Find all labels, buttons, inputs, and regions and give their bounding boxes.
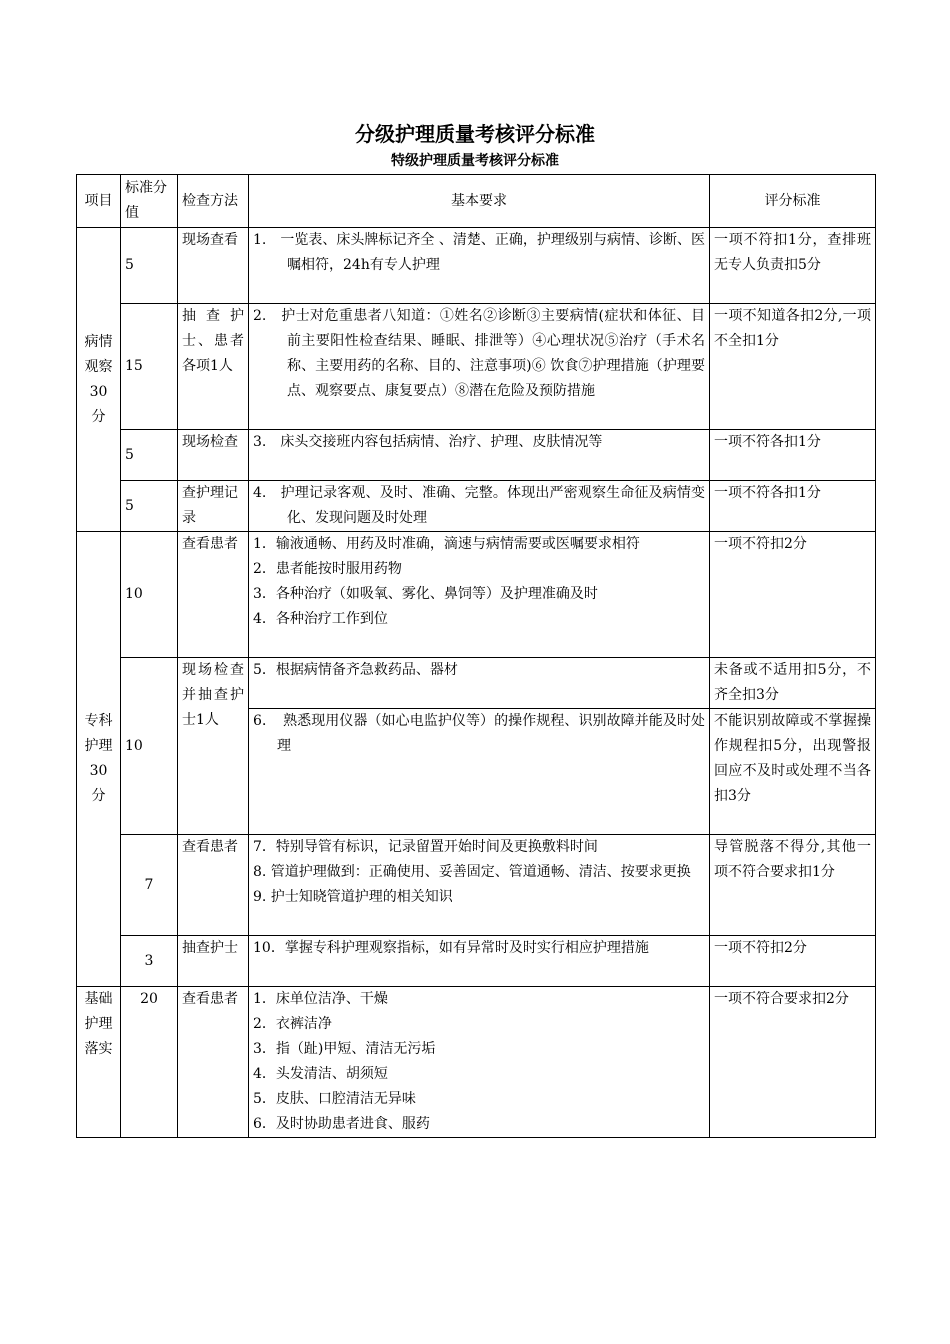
- requirement-item: 1．输液通畅、用药及时准确，滴速与病情需要或医嘱要求相符: [253, 536, 640, 552]
- table-row: [77, 481, 876, 532]
- requirement-item: 5．皮肤、口腔清洁无异味: [253, 1091, 416, 1107]
- row-criteria: 导管脱落不得分,其他一项不符合要求扣1分: [710, 835, 876, 936]
- row-score: 7: [121, 835, 178, 936]
- row-score: 5: [121, 430, 178, 481]
- row-criteria: 一项不符各扣1分: [710, 430, 876, 481]
- row-score: 5: [121, 228, 178, 304]
- requirement-item: 4. 护理记录客观、及时、准确、完整。体现出严密观察生命征及病情变化、发现问题及时处理: [253, 485, 705, 526]
- requirement-item: 6． 熟悉现用仪器（如心电监护仪等）的操作规程、识别故障并能及时处理: [253, 713, 705, 754]
- row-method: 查护理记录: [178, 481, 249, 532]
- row-score: 10: [121, 532, 178, 658]
- section-label: 专科护理30分: [77, 532, 121, 987]
- table-row: [77, 430, 876, 481]
- row-method: 现场查看: [178, 228, 249, 304]
- requirement-item: 2. 护士对危重患者八知道：①姓名②诊断③主要病情(症状和体征、目前主要阳性检查结果、睡眠、排泄等）④心理状况⑤治疗（手术名称、主要用药的名称、目的、注意事项)⑥ 饮食⑦护理措施（护理要点、观察要点、康复要点）⑧潜在危险及预防措施: [253, 308, 705, 399]
- row-criteria: 一项不符扣2分: [710, 936, 876, 987]
- row-requirements: [249, 936, 710, 987]
- requirement-item: 2．患者能按时服用药物: [253, 561, 402, 577]
- row-criteria: 一项不知道各扣2分,一项不全扣1分: [710, 304, 876, 430]
- row-method: 抽查护士、患者各项1人: [178, 304, 249, 430]
- table-row: [77, 532, 876, 658]
- table-row: [77, 936, 876, 987]
- requirement-item: 3．各种治疗（如吸氧、雾化、鼻饲等）及护理准确及时: [253, 586, 598, 602]
- row-requirements: [249, 430, 710, 481]
- row-requirements: [249, 228, 710, 304]
- document-subtitle: 特级护理质量考核评分标准: [391, 153, 559, 169]
- requirement-item: 1．床单位洁净、干燥: [253, 991, 388, 1007]
- requirement-item: 4．各种治疗工作到位: [253, 611, 388, 627]
- row-score: 3: [121, 936, 178, 987]
- requirement-item: 3．指（趾)甲短、清洁无污垢: [253, 1041, 436, 1057]
- table-row: [77, 228, 876, 304]
- requirement-item: 8. 管道护理做到：正确使用、妥善固定、管道通畅、清洁、按要求更换: [253, 864, 691, 880]
- row-score: 15: [121, 304, 178, 430]
- row-score: 5: [121, 481, 178, 532]
- row-requirements: [249, 304, 710, 430]
- row-method: 查看患者: [178, 987, 249, 1138]
- row-requirements: [249, 709, 710, 835]
- header-score: 标准分值: [121, 175, 178, 228]
- row-method: 查看患者: [178, 835, 249, 936]
- row-method: 现场检查: [178, 430, 249, 481]
- row-method: 抽查护士: [178, 936, 249, 987]
- header-item: 项目: [77, 175, 121, 228]
- table-row: [77, 987, 876, 1138]
- header-requirements: 基本要求: [249, 175, 710, 228]
- requirement-item: 6．及时协助患者进食、服药: [253, 1116, 430, 1132]
- row-method: 查看患者: [178, 532, 249, 658]
- requirement-item: 9. 护士知晓管道护理的相关知识: [253, 889, 453, 905]
- requirement-item: 10．掌握专科护理观察指标，如有异常时及时实行相应护理措施: [253, 940, 649, 956]
- scoring-table: [76, 174, 876, 1138]
- table-row: [77, 304, 876, 430]
- requirement-item: 1. 一览表、床头牌标记齐全 、清楚、正确，护理级别与病情、诊断、医嘱相符，24h有专人护理: [253, 232, 705, 273]
- section-label: 病情观察30分: [77, 228, 121, 532]
- document-title: 分级护理质量考核评分标准: [355, 122, 595, 146]
- row-criteria: 不能识别故障或不掌握操作规程扣5分，出现警报回应不及时或处理不当各扣3分: [710, 709, 876, 835]
- row-score: 20: [121, 987, 178, 1138]
- row-requirements: [249, 532, 710, 658]
- row-requirements: [249, 835, 710, 936]
- row-score: 10: [121, 658, 178, 835]
- header-criteria: 评分标准: [710, 175, 876, 228]
- row-criteria: 一项不符扣2分: [710, 532, 876, 658]
- row-requirements: [249, 481, 710, 532]
- requirement-item: 5．根据病情备齐急救药品、器材: [253, 662, 458, 678]
- requirement-item: 3. 床头交接班内容包括病情、治疗、护理、皮肤情况等: [253, 434, 603, 450]
- row-requirements: [249, 987, 710, 1138]
- header-method: 检查方法: [178, 175, 249, 228]
- row-criteria: 一项不符扣1分，查排班无专人负责扣5分: [710, 228, 876, 304]
- table-row: [77, 835, 876, 936]
- header-row: [77, 175, 876, 228]
- requirement-item: 4．头发清洁、胡须短: [253, 1066, 388, 1082]
- row-criteria: 一项不符各扣1分: [710, 481, 876, 532]
- section-label: 基础护理落实: [77, 987, 121, 1138]
- requirement-item: 2．衣裤洁净: [253, 1016, 332, 1032]
- requirement-item: 7．特别导管有标识，记录留置开始时间及更换敷料时间: [253, 839, 598, 855]
- row-method: 现场检查并抽查护士1人: [178, 658, 249, 835]
- row-criteria: 未备或不适用扣5分，不齐全扣3分: [710, 658, 876, 709]
- row-criteria: 一项不符合要求扣2分: [710, 987, 876, 1138]
- table-row: [77, 658, 876, 709]
- row-requirements: [249, 658, 710, 709]
